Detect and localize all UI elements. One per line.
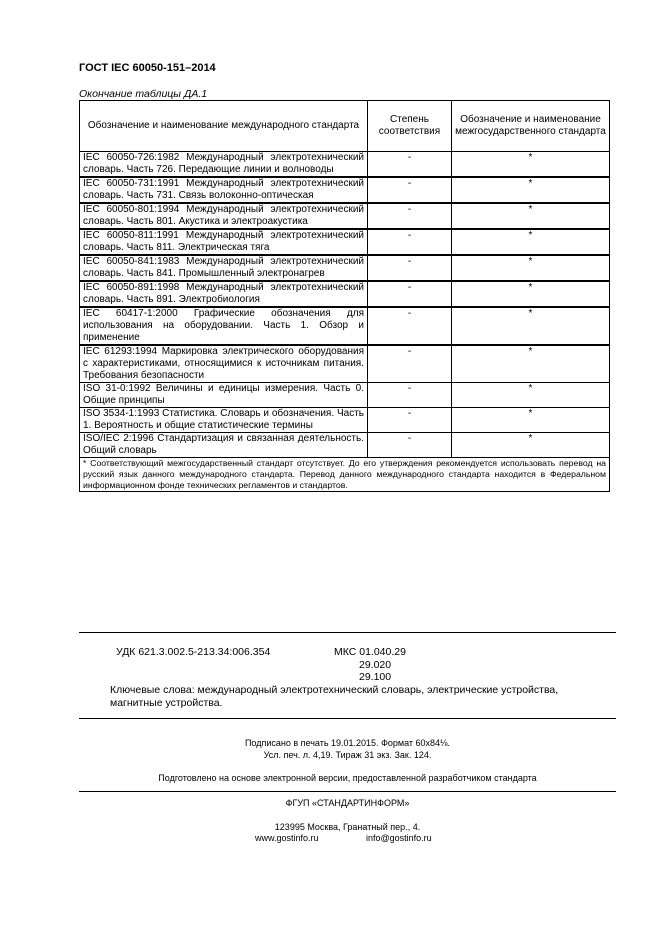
table-row [80, 433, 610, 458]
table-row [80, 255, 610, 281]
designation-cell: * [452, 408, 610, 433]
table-row [80, 383, 610, 408]
table-row [80, 203, 610, 229]
designation-cell: * [452, 345, 610, 383]
printing-info: Усл. печ. л. 4,19. Тираж 31 экз. Зак. 124. [263, 750, 432, 760]
mks-code-1: МКС 01.040.29 [334, 646, 406, 658]
degree-cell: - [368, 152, 452, 178]
table-row [80, 345, 610, 383]
designation-cell: * [452, 307, 610, 345]
degree-cell: - [368, 177, 452, 203]
table-row [80, 177, 610, 203]
table-row [80, 229, 610, 255]
standard-name: IEC 60050-726:1982 Международный электротехнический словарь. Часть 726. Передающие линии и волноводы [80, 152, 368, 178]
udk-code: УДК 621.3.002.5-213.34:006.354 [116, 646, 271, 658]
designation-cell: * [452, 229, 610, 255]
table-row [80, 281, 610, 307]
degree-cell: - [368, 255, 452, 281]
standard-name: ISO 31-0:1992 Величины и единицы измерения. Часть 0. Общие принципы [80, 383, 368, 408]
degree-cell: - [368, 281, 452, 307]
mks-code-3: 29.100 [359, 671, 392, 683]
table-header-row [80, 101, 610, 152]
column-header-international-standard: Обозначение и наименование международного стандарта [80, 101, 368, 152]
standard-name: IEC 60050-801:1994 Международный электротехнический словарь. Часть 801. Акустика и электроакустика [80, 203, 368, 229]
publisher-name: ФГУП «СТАНДАРТИНФОРМ» [285, 798, 410, 808]
degree-cell: - [368, 203, 452, 229]
website-link[interactable]: www.gostinfo.ru [255, 833, 319, 843]
degree-cell: - [368, 383, 452, 408]
designation-cell: * [452, 383, 610, 408]
table-row [80, 152, 610, 178]
signed-info: Подписано в печать 19.01.2015. Формат 60x84⅛. [244, 738, 451, 748]
table-caption: Окончание таблицы ДА.1 [79, 88, 208, 100]
document-code: ГОСТ IEC 60050-151–2014 [79, 62, 216, 74]
standard-name: IEC 60050-731:1991 Международный электротехнический словарь. Часть 731. Связь волоконно-оптическая [80, 177, 368, 203]
imprint-divider [79, 791, 616, 792]
degree-cell: - [368, 229, 452, 255]
prepared-note: Подготовлено на основе электронной версии, предоставленной разработчиком стандарта [158, 773, 537, 783]
footnote-row [80, 458, 610, 492]
degree-cell: - [368, 307, 452, 345]
designation-cell: * [452, 152, 610, 178]
column-header-degree: Степень соответствия [368, 101, 452, 152]
publisher-address: 123995 Москва, Гранатный пер., 4. [274, 822, 421, 832]
designation-cell: * [452, 203, 610, 229]
designation-cell: * [452, 433, 610, 458]
standard-name: ISO 3534-1:1993 Статистика. Словарь и обозначения. Часть 1. Вероятность и общие статистические термины [80, 408, 368, 433]
designation-cell: * [452, 281, 610, 307]
mks-code-2: 29.020 [359, 659, 392, 671]
standard-name: IEC 60050-841:1983 Международный электротехнический словарь. Часть 841. Промышленный электронагрев [80, 255, 368, 281]
section-divider-bottom [79, 718, 616, 719]
table-row [80, 307, 610, 345]
standards-table [79, 100, 610, 492]
degree-cell: - [368, 345, 452, 383]
designation-cell: * [452, 255, 610, 281]
standard-name: IEC 60050-891:1998 Международный электротехнический словарь. Часть 891. Электробиология [80, 281, 368, 307]
email-link[interactable]: info@gostinfo.ru [366, 833, 432, 843]
table-footnote: * Соответствующий межгосударственный стандарт отсутствует. До его утверждения рекомендуется использовать перевод на русский язык данного международного стандарта. Перевод данного международного стандарта находится в Федеральном информационном фонде технических регламентов и стандартов. [80, 458, 610, 492]
section-divider-top [79, 632, 616, 633]
standard-name: IEC 61293:1994 Маркировка электрического оборудования с характеристиками, относящимися к источникам питания. Требования безопасности [80, 345, 368, 383]
standard-name: ISO/IEC 2:1996 Стандартизация и связанная деятельность. Общий словарь [80, 433, 368, 458]
designation-cell: * [452, 177, 610, 203]
standard-name: IEC 60417-1:2000 Графические обозначения для использования на оборудовании. Часть 1. Обзор и применение [80, 307, 368, 345]
keywords: Ключевые слова: международный электротехнический словарь, электрические устройства, магнитные устройства. [110, 684, 559, 709]
standard-name: IEC 60050-811:1991 Международный электротехнический словарь. Часть 811. Электрическая тяга [80, 229, 368, 255]
degree-cell: - [368, 433, 452, 458]
table-row [80, 408, 610, 433]
degree-cell: - [368, 408, 452, 433]
column-header-interstate-standard: Обозначение и наименование межгосударственного стандарта [452, 101, 610, 152]
